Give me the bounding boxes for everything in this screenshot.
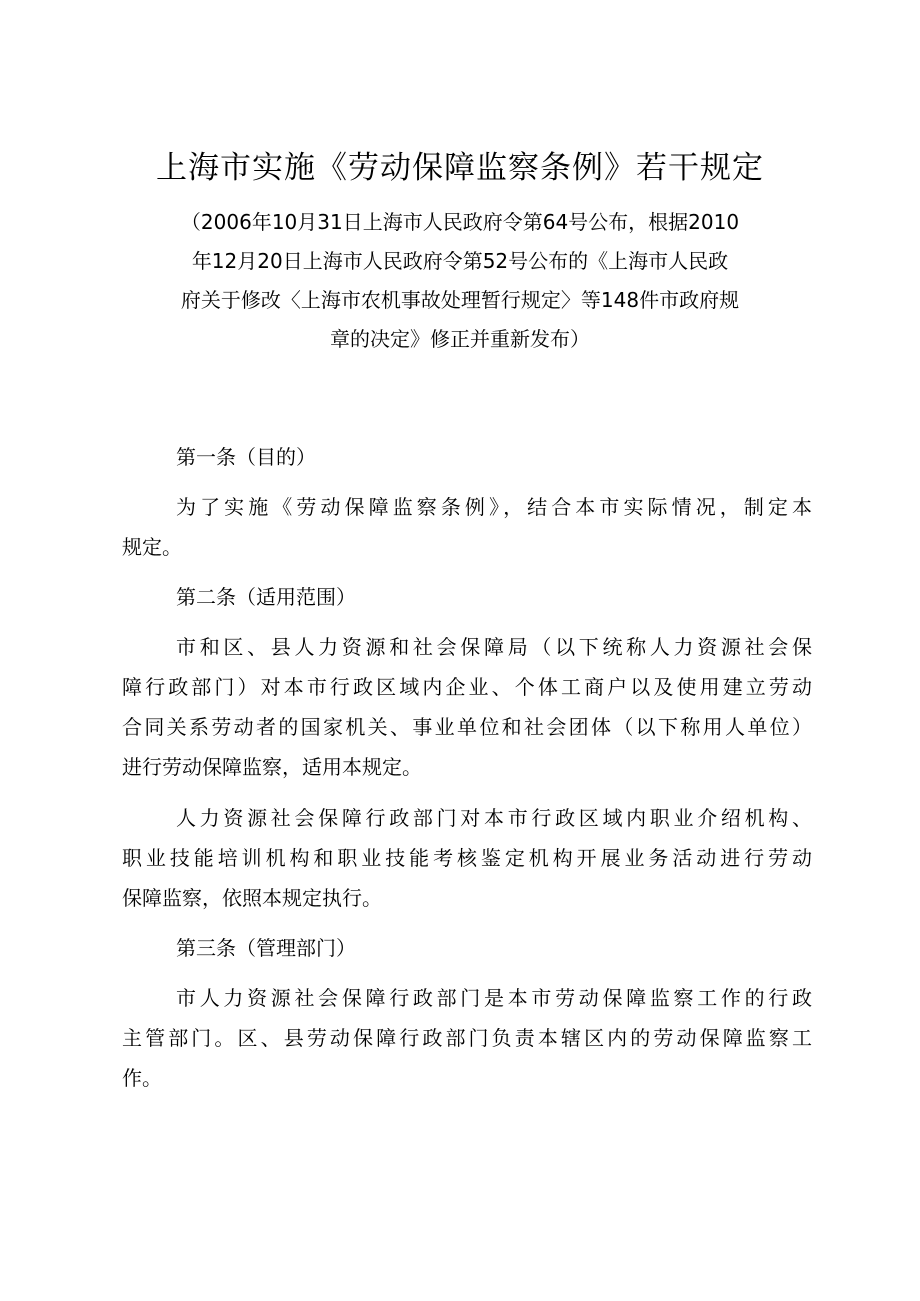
subtitle-line: 府关于修改〈上海市农机事故处理暂行规定〉等148件市政府规 <box>180 288 740 312</box>
paragraph-line: 职业技能培训机构和职业技能考核鉴定机构开展业务活动进行劳动 <box>122 846 812 870</box>
paragraph-line: 合同关系劳动者的国家机关、事业单位和社会团体（以下称用人单位） <box>122 715 812 739</box>
paragraph-line: 保障监察，依照本规定执行。 <box>122 886 382 910</box>
paragraph-line: 为了实施《劳动保障监察条例》，结合本市实际情况，制定本 <box>176 495 812 519</box>
article-paragraph <box>122 978 812 1098</box>
article-paragraph <box>122 627 812 787</box>
paragraph-line: 障行政部门）对本市行政区域内企业、个体工商户以及使用建立劳动 <box>122 675 812 699</box>
document-body <box>122 437 812 1098</box>
article-paragraph <box>122 798 812 918</box>
paragraph-line: 主管部门。区、县劳动保障行政部门负责本辖区内的劳动保障监察工 <box>122 1026 812 1050</box>
paragraph-line: 进行劳动保障监察，适用本规定。 <box>122 755 422 779</box>
subtitle-line: 章的决定》修正并重新发布） <box>330 327 590 351</box>
paragraph-line: 市人力资源社会保障行政部门是本市劳动保障监察工作的行政 <box>176 986 812 1010</box>
article-heading: 第三条（管理部门） <box>176 936 356 960</box>
paragraph-line: 规定。 <box>122 535 182 559</box>
subtitle-line: 年12月20日上海市人民政府令第52号公布的《上海市人民政 <box>191 249 729 273</box>
article-paragraph <box>122 487 812 567</box>
paragraph-line: 市和区、县人力资源和社会保障局（以下统称人力资源社会保 <box>176 635 812 659</box>
document-subtitle <box>130 203 790 359</box>
paragraph-line: 人力资源社会保障行政部门对本市行政区域内职业介绍机构、 <box>176 806 812 830</box>
paragraph-line: 作。 <box>122 1066 162 1090</box>
article-heading: 第一条（目的） <box>176 445 316 469</box>
article-heading: 第二条（适用范围） <box>176 585 356 609</box>
subtitle-line: （2006年10月31日上海市人民政府令第64号公布，根据2010 <box>180 210 740 234</box>
document-title: 上海市实施《劳动保障监察条例》若干规定 <box>156 150 764 186</box>
